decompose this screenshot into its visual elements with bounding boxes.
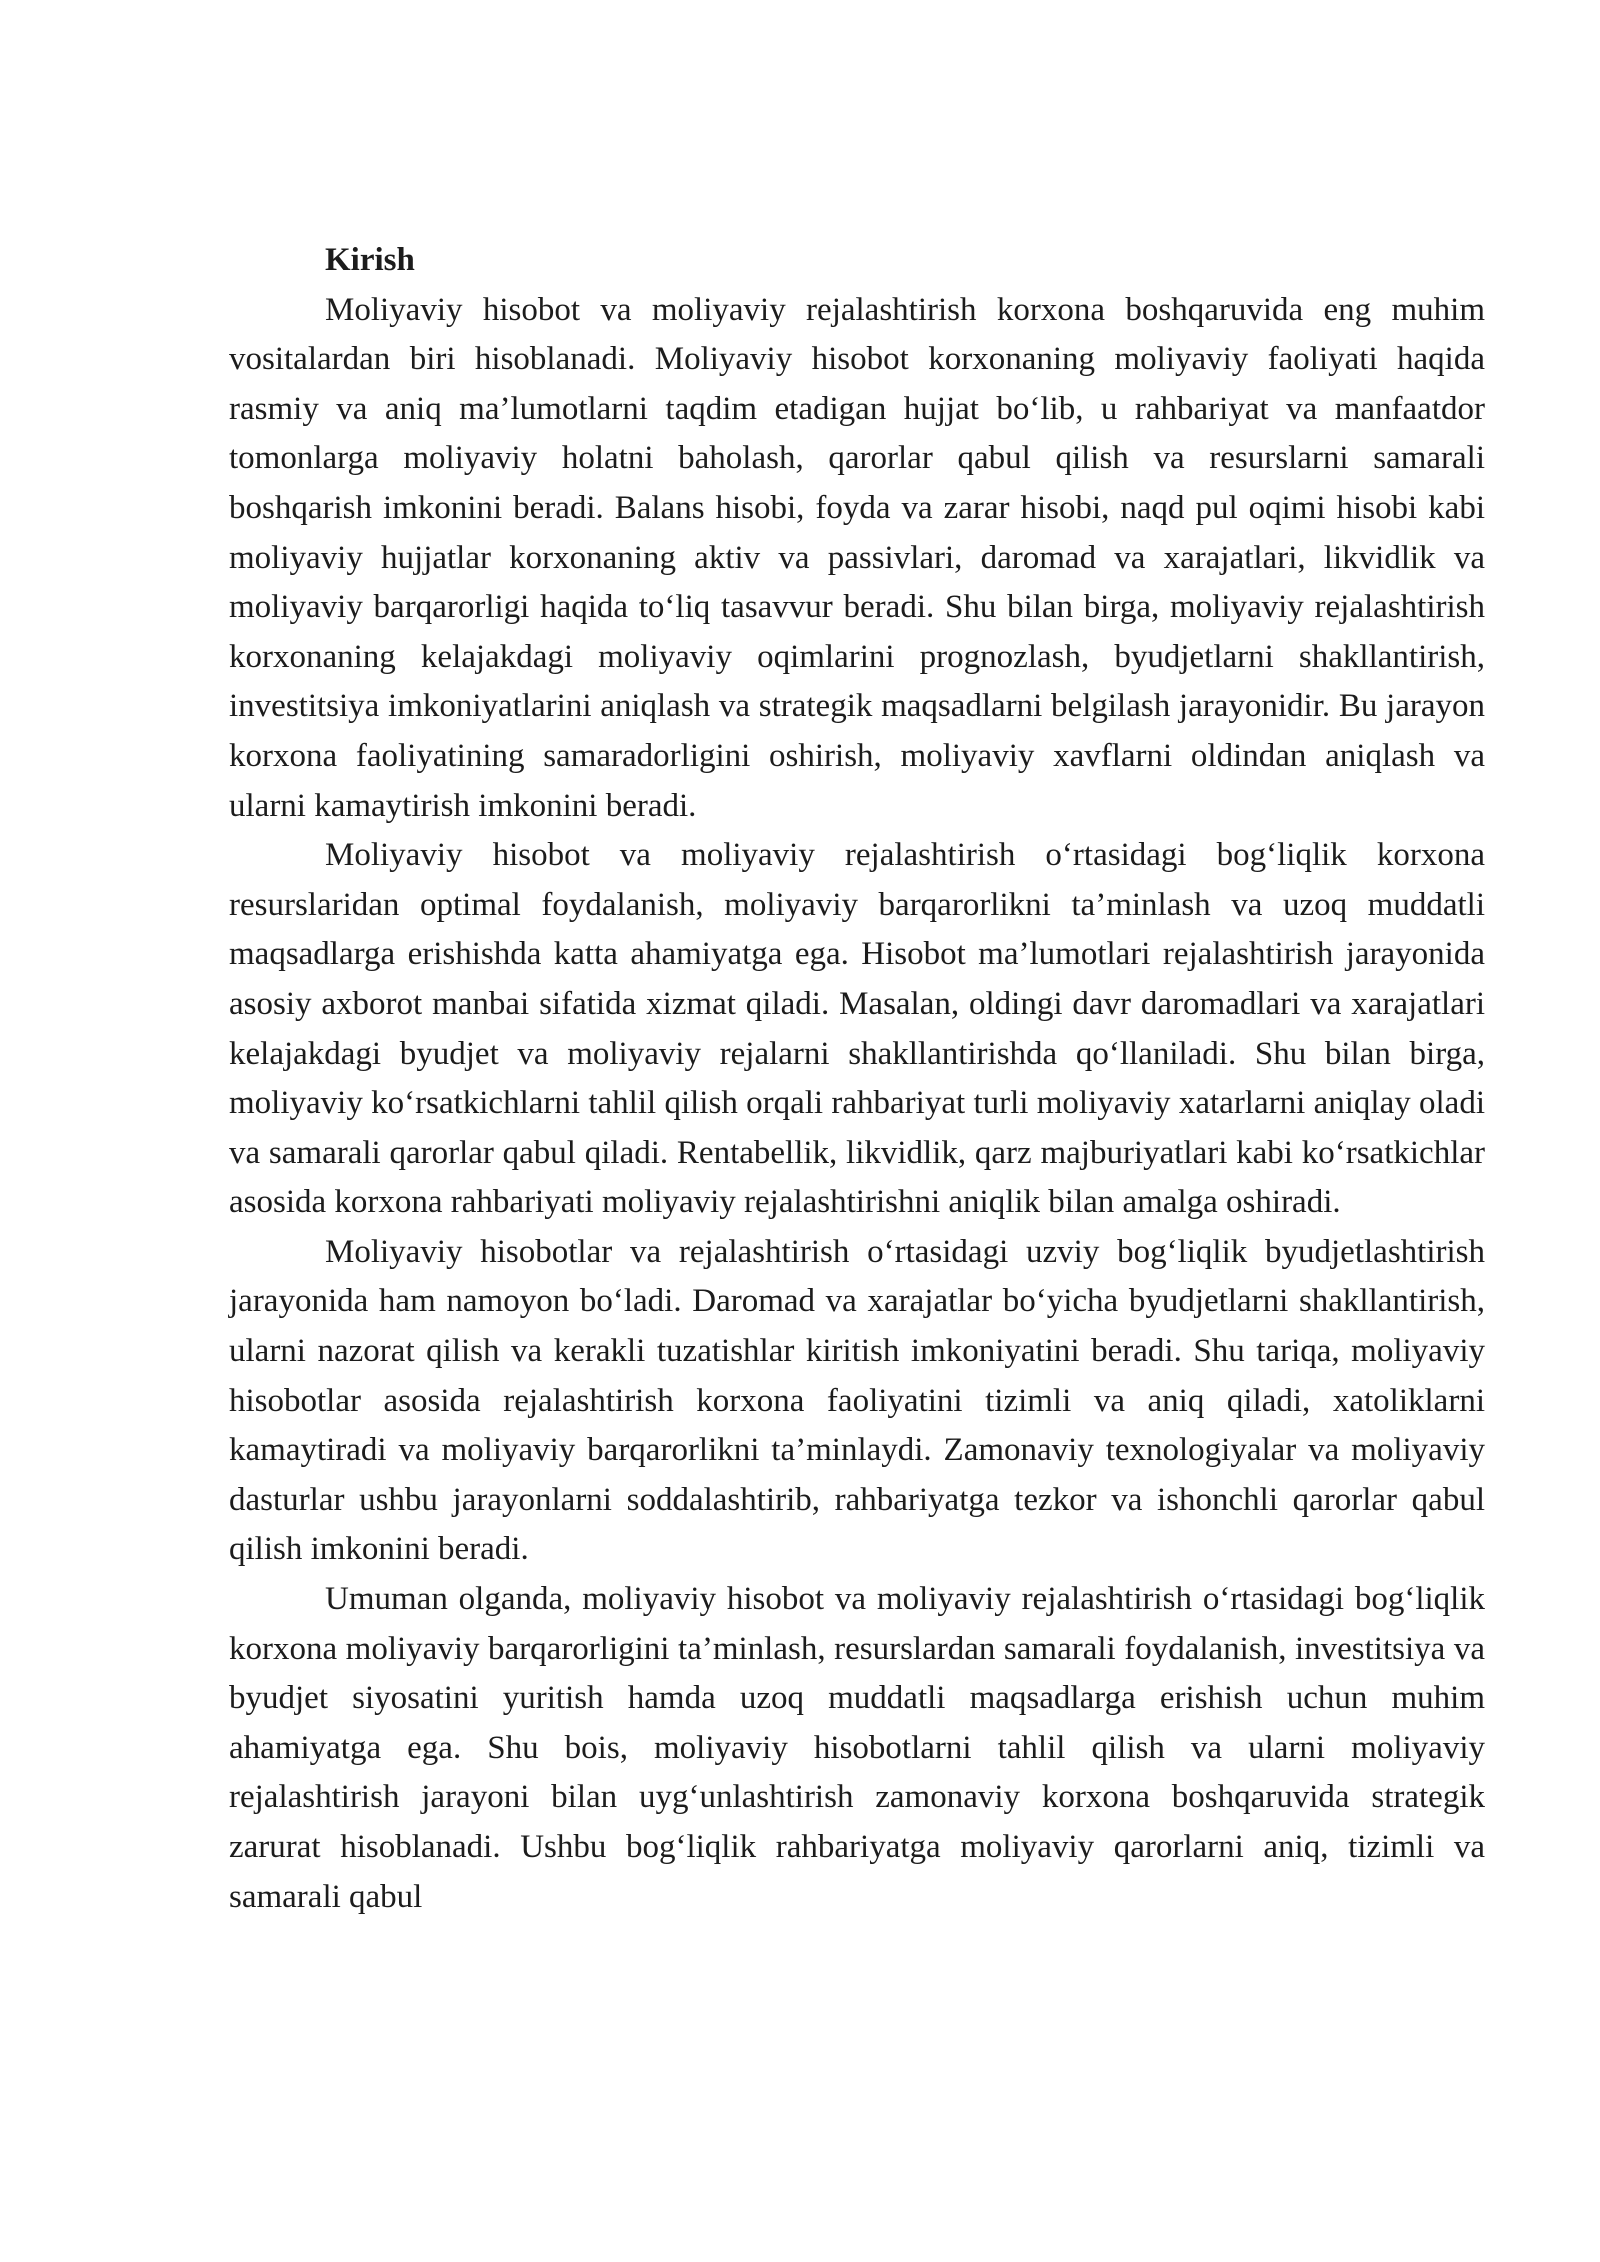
- section-heading: Kirish: [325, 242, 415, 278]
- paragraph-1: Moliyaviy hisobot va moliyaviy rejalashtirish korxona boshqaruvida eng muhim vositalardan biri hisoblanadi. Moliyaviy hisobot korxonaning moliyaviy faoliyati haqida rasmiy va aniq ma’lumotlarni taqdim etadigan hujjat bo‘lib, u rahbariyat va manfaatdor tomonlarga moliyaviy holatni baholash, qarorlar qabul qilish va resurslarni samarali boshqarish imkonini beradi. Balans hisobi, foyda va zarar hisobi, naqd pul oqimi hisobi kabi moliyaviy hujjatlar korxonaning aktiv va passivlari, daromad va xarajatlari, likvidlik va moliyaviy barqarorligi haqida to‘liq tasavvur beradi. Shu bilan birga, moliyaviy rejalashtirish korxonaning kelajakdagi moliyaviy oqimlarini prognozlash, byudjetlarni shakllantirish, investitsiya imkoniyatlarini aniqlash va strategik maqsadlarni belgilash jarayonidir. Bu jarayon korxona faoliyatining samaradorligini oshirish, moliyaviy xavflarni oldindan aniqlash va ularni kamaytirish imkonini beradi.: [229, 291, 1485, 824]
- document-body: [229, 236, 1485, 1922]
- paragraph-4: Umuman olganda, moliyaviy hisobot va moliyaviy rejalashtirish o‘rtasidagi bog‘liqlik korxona moliyaviy barqarorligini ta’minlash, resurslardan samarali foydalanish, investitsiya va byudjet siyosatini yuritish hamda uzoq muddatli maqsadlarga erishish uchun muhim ahamiyatga ega. Shu bois, moliyaviy hisobotlarni tahlil qilish va ularni moliyaviy rejalashtirish jarayoni bilan uyg‘unlashtirish zamonaviy korxona boshqaruvida strategik zarurat hisoblanadi. Ushbu bog‘liqlik rahbariyatga moliyaviy qarorlarni aniq, tizimli va samarali qabul: [229, 1581, 1485, 1915]
- paragraph-2: Moliyaviy hisobot va moliyaviy rejalashtirish o‘rtasidagi bog‘liqlik korxona resurslaridan optimal foydalanish, moliyaviy barqarorlikni ta’minlash va uzoq muddatli maqsadlarga erishishda katta ahamiyatga ega. Hisobot ma’lumotlari rejalashtirish jarayonida asosiy axborot manbai sifatida xizmat qiladi. Masalan, oldingi davr daromadlari va xarajatlari kelajakdagi byudjet va moliyaviy rejalarni shakllantirishda qo‘llaniladi. Shu bilan birga, moliyaviy ko‘rsatkichlarni tahlil qilish orqali rahbariyat turli moliyaviy xatarlarni aniqlay oladi va samarali qarorlar qabul qiladi. Rentabellik, likvidlik, qarz majburiyatlari kabi ko‘rsatkichlar asosida korxona rahbariyati moliyaviy rejalashtirishni aniqlik bilan amalga oshiradi.: [229, 837, 1485, 1221]
- paragraph-3: Moliyaviy hisobotlar va rejalashtirish o‘rtasidagi uzviy bog‘liqlik byudjetlashtirish jarayonida ham namoyon bo‘ladi. Daromad va xarajatlar bo‘yicha byudjetlarni shakllantirish, ularni nazorat qilish va kerakli tuzatishlar kiritish imkoniyatini beradi. Shu tariqa, moliyaviy hisobotlar asosida rejalashtirish korxona faoliyatini tizimli va aniq qiladi, xatoliklarni kamaytiradi va moliyaviy barqarorlikni ta’minlaydi. Zamonaviy texnologiyalar va moliyaviy dasturlar ushbu jarayonlarni soddalashtirib, rahbariyatga tezkor va ishonchli qarorlar qabul qilish imkonini beradi.: [229, 1233, 1485, 1568]
